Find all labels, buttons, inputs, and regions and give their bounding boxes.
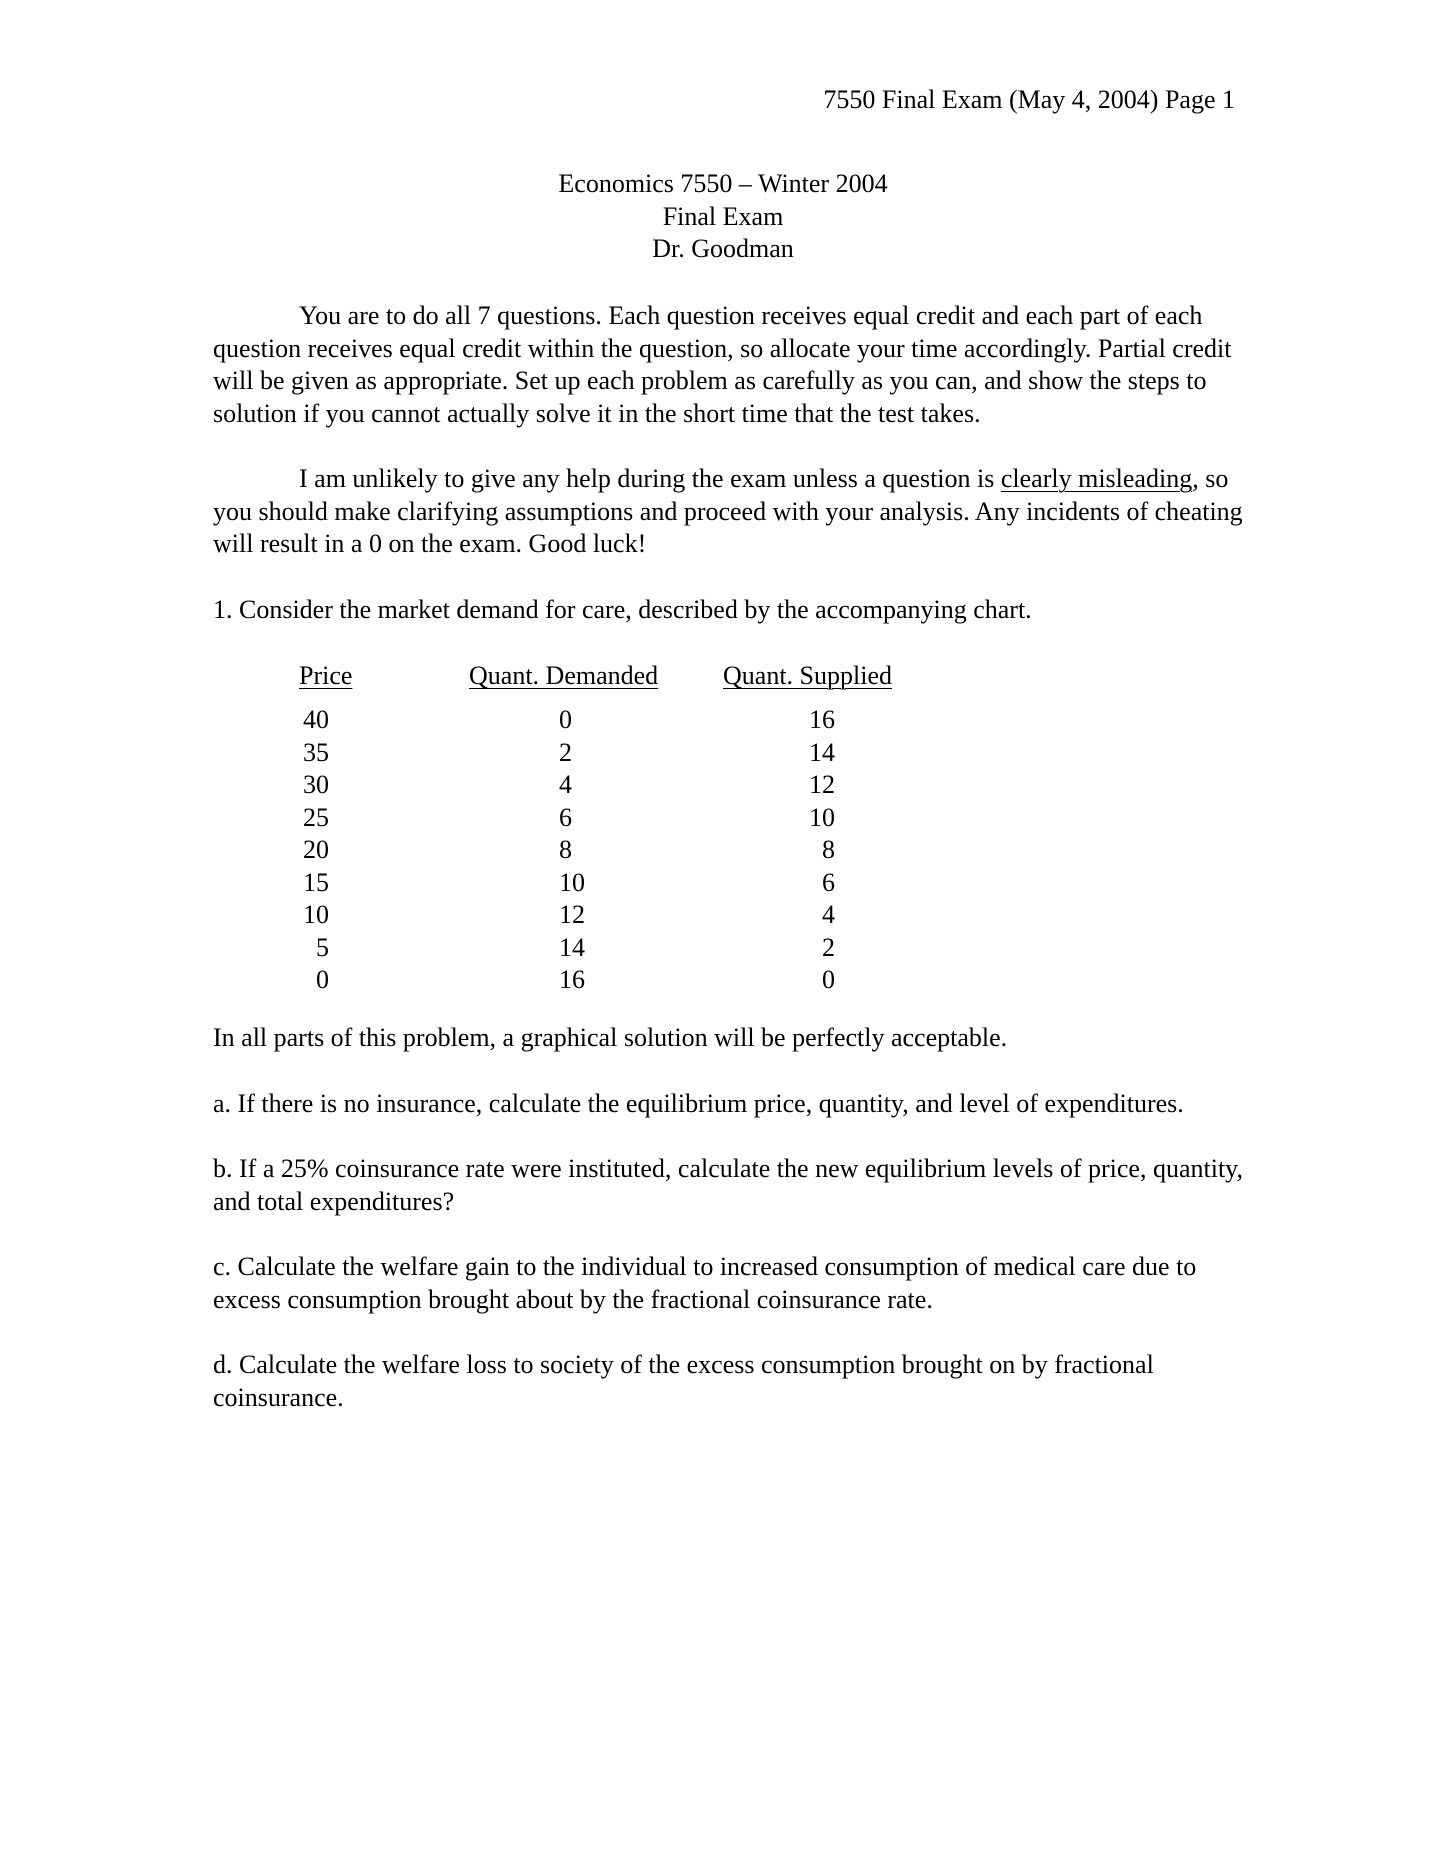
instructions-paragraph-1: You are to do all 7 questions. Each question receives equal credit and each part of each question receives equal credit within the question, so allocate your time accordingly. Partial credit will be given as appropriate. Set up each problem as carefully as you can, and show the steps to solution if you cannot actually solve it in the short time that the test takes. (213, 301, 1232, 428)
price-cell: 5 (316, 932, 329, 962)
title-block (0, 168, 1456, 266)
question-1-note: In all parts of this problem, a graphical solution will be perfectly acceptable. (213, 1023, 1008, 1052)
quantity-demanded-cell: 14 (559, 932, 585, 962)
question-1-part-a: a. If there is no insurance, calculate the equilibrium price, quantity, and level of expenditures. (213, 1088, 1184, 1118)
exam-title: Final Exam (662, 201, 784, 231)
question-1-intro: 1. Consider the market demand for care, described by the accompanying chart. (213, 594, 1032, 624)
quantity-supplied-cell: 16 (809, 705, 835, 734)
course-title: Economics 7550 – Winter 2004 (558, 169, 888, 198)
quantity-demanded-cell: 8 (559, 835, 572, 864)
quantity-supplied-cell: 14 (809, 737, 835, 767)
question-1-part-b: b. If a 25% coinsurance rate were instituted, calculate the new equilibrium levels of price, quantity, and total expenditures? (213, 1154, 1243, 1216)
quantity-demanded-cell: 2 (559, 737, 572, 767)
instructions-text-after: , so you should make clarifying assumptions and proceed with your analysis. Any incidents of cheating will result in a 0 on the exam. Good luck! (213, 464, 1243, 558)
price-cell: 30 (303, 770, 329, 799)
page-header: 7550 Final Exam (May 4, 2004) Page 1 (823, 85, 1235, 114)
price-column (299, 704, 329, 997)
underlined-phrase: clearly misleading (1000, 464, 1193, 493)
quantity-supplied-cell: 2 (822, 932, 835, 962)
demand-supply-table (213, 660, 1243, 1010)
column-header-quantity-supplied: Quant. Supplied (723, 661, 892, 690)
quantity-supplied-cell: 8 (822, 835, 835, 864)
price-cell: 20 (303, 835, 329, 864)
quantity-demanded-cell: 6 (559, 802, 572, 832)
question-1-part-d: d. Calculate the welfare loss to society of the excess consumption brought on by fractional coinsurance. (213, 1350, 1154, 1412)
instructor-name: Dr. Goodman (652, 234, 794, 263)
exam-content (213, 300, 1243, 1414)
price-cell: 15 (303, 867, 329, 897)
quantity-demanded-cell: 12 (559, 900, 585, 929)
quantity-supplied-cell: 4 (822, 900, 835, 929)
quantity-supplied-cell: 12 (809, 770, 835, 799)
quantity-supplied-cell: 10 (809, 802, 835, 832)
price-cell: 35 (303, 737, 329, 767)
price-cell: 25 (303, 802, 329, 832)
price-cell: 0 (316, 965, 329, 994)
quantity-supplied-cell: 0 (822, 965, 835, 994)
quantity-demanded-column (559, 704, 589, 997)
quantity-demanded-cell: 10 (559, 867, 585, 897)
quantity-demanded-cell: 0 (559, 705, 572, 734)
quantity-supplied-cell: 6 (822, 867, 835, 897)
quantity-supplied-column (805, 704, 835, 997)
price-cell: 40 (303, 705, 329, 734)
question-1-part-c: c. Calculate the welfare gain to the individual to increased consumption of medical care due to excess consumption brought about by the fractional coinsurance rate. (213, 1252, 1197, 1314)
price-cell: 10 (303, 900, 329, 929)
column-header-quantity-demanded: Quant. Demanded (469, 661, 659, 690)
instructions-text-before: I am unlikely to give any help during the exam unless a question is (299, 464, 1001, 493)
column-header-price: Price (299, 661, 353, 690)
instructions-paragraph-2 (213, 463, 1243, 561)
quantity-demanded-cell: 16 (559, 965, 585, 994)
quantity-demanded-cell: 4 (559, 770, 572, 799)
